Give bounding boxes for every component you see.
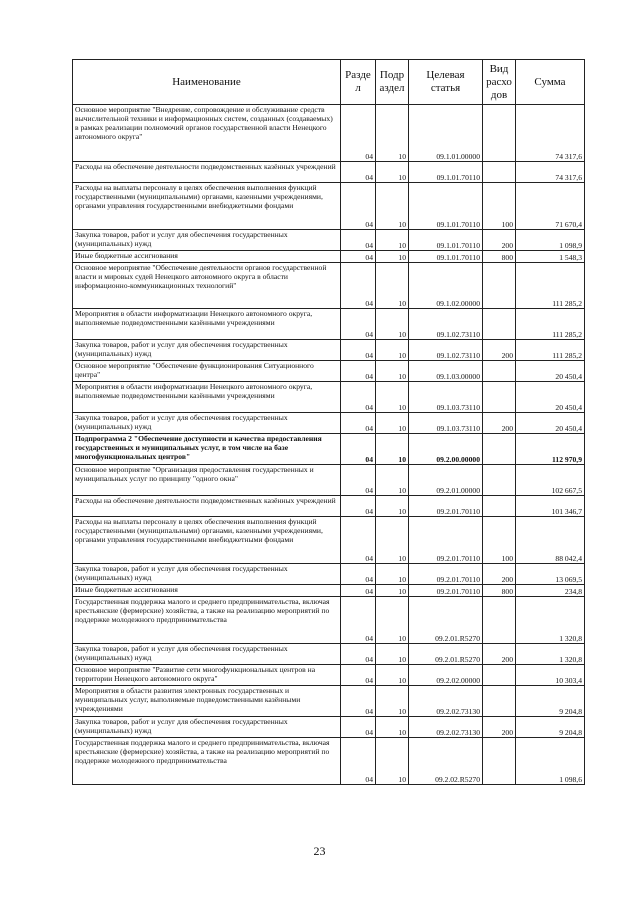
cell-vid: 200 (483, 230, 516, 251)
cell-razdel: 04 (341, 162, 376, 183)
cell-podrazdel: 10 (376, 263, 409, 309)
cell-sum: 9 204,8 (516, 686, 585, 717)
table-row (73, 717, 585, 738)
cell-podrazdel: 10 (376, 105, 409, 162)
table-body (73, 105, 585, 785)
cell-vid (483, 309, 516, 340)
table-row (73, 361, 585, 382)
header-podrazdel: Подр аздел (376, 60, 409, 105)
cell-sum: 1 548,3 (516, 251, 585, 263)
cell-target: 09.1.03.73110 (409, 413, 483, 434)
cell-razdel: 04 (341, 263, 376, 309)
table-row (73, 230, 585, 251)
cell-podrazdel: 10 (376, 382, 409, 413)
cell-podrazdel: 10 (376, 162, 409, 183)
budget-table (72, 59, 585, 785)
cell-target: 09.2.02.00000 (409, 665, 483, 686)
cell-podrazdel: 10 (376, 465, 409, 496)
cell-vid: 800 (483, 251, 516, 263)
cell-target: 09.1.03.00000 (409, 361, 483, 382)
cell-target: 09.1.02.73110 (409, 340, 483, 361)
cell-target: 09.2.01.70110 (409, 564, 483, 585)
cell-target: 09.2.02.73130 (409, 686, 483, 717)
cell-razdel: 04 (341, 686, 376, 717)
cell-podrazdel: 10 (376, 361, 409, 382)
cell-name: Основное мероприятие "Внедрение, сопровождение и обслуживание средств вычислительной техники и информационных систем, созданных (создаваемых) в рамках реализации полномочий органов государственной власти Ненецкого автономного округа" (73, 105, 341, 162)
cell-vid (483, 162, 516, 183)
cell-sum: 1 098,9 (516, 230, 585, 251)
cell-razdel: 04 (341, 564, 376, 585)
cell-vid (483, 361, 516, 382)
cell-target: 09.1.03.73110 (409, 382, 483, 413)
table-row (73, 686, 585, 717)
table-row (73, 465, 585, 496)
cell-podrazdel: 10 (376, 251, 409, 263)
cell-sum: 234,8 (516, 585, 585, 597)
cell-name: Закупка товаров, работ и услуг для обеспечения государственных (муниципальных) нужд (73, 413, 341, 434)
cell-podrazdel: 10 (376, 686, 409, 717)
cell-vid: 100 (483, 517, 516, 564)
cell-razdel: 04 (341, 585, 376, 597)
cell-vid (483, 382, 516, 413)
cell-razdel: 04 (341, 340, 376, 361)
cell-vid (483, 434, 516, 465)
cell-podrazdel: 10 (376, 564, 409, 585)
cell-razdel: 04 (341, 665, 376, 686)
table-row (73, 183, 585, 230)
cell-target: 09.2.01.70110 (409, 585, 483, 597)
cell-name: Расходы на обеспечение деятельности подведомственных казённых учреждений (73, 496, 341, 517)
cell-vid: 100 (483, 183, 516, 230)
header-sum: Сумма (516, 60, 585, 105)
cell-name: Закупка товаров, работ и услуг для обеспечения государственных (муниципальных) нужд (73, 340, 341, 361)
cell-target: 09.2.01.70110 (409, 517, 483, 564)
cell-target: 09.1.02.73110 (409, 309, 483, 340)
cell-target: 09.1.01.70110 (409, 230, 483, 251)
table-row (73, 496, 585, 517)
cell-target: 09.2.02.73130 (409, 717, 483, 738)
header-razdel: Разде л (341, 60, 376, 105)
cell-podrazdel: 10 (376, 496, 409, 517)
cell-name: Основное мероприятие "Обеспечение деятельности органов государственной власти и мировых судей Ненецкого автономного округа в области информационно-коммуникационных технологий" (73, 263, 341, 309)
cell-sum: 74 317,6 (516, 105, 585, 162)
cell-podrazdel: 10 (376, 738, 409, 785)
cell-target: 09.2.01.R5270 (409, 644, 483, 665)
cell-target: 09.2.00.00000 (409, 434, 483, 465)
cell-name: Основное мероприятие "Развитие сети многофункциональных центров на территории Ненецкого автономного округа" (73, 665, 341, 686)
cell-razdel: 04 (341, 251, 376, 263)
cell-podrazdel: 10 (376, 517, 409, 564)
cell-target: 09.1.01.70110 (409, 251, 483, 263)
cell-name: Иные бюджетные ассигнования (73, 251, 341, 263)
cell-podrazdel: 10 (376, 413, 409, 434)
cell-name: Основное мероприятие "Обеспечение функционирования Ситуационного центра" (73, 361, 341, 382)
cell-razdel: 04 (341, 517, 376, 564)
cell-name: Мероприятия в области развития электронных государственных и муниципальных услуг, выполняемые подведомственными казёнными учреждениями (73, 686, 341, 717)
cell-vid (483, 263, 516, 309)
cell-sum: 1 098,6 (516, 738, 585, 785)
cell-razdel: 04 (341, 382, 376, 413)
table-row (73, 434, 585, 465)
cell-vid (483, 686, 516, 717)
table-row (73, 665, 585, 686)
cell-razdel: 04 (341, 105, 376, 162)
cell-razdel: 04 (341, 496, 376, 517)
cell-podrazdel: 10 (376, 309, 409, 340)
cell-vid: 200 (483, 564, 516, 585)
cell-vid: 800 (483, 585, 516, 597)
cell-name: Мероприятия в области информатизации Ненецкого автономного округа, выполняемые подведомственными казёнными учреждениями (73, 382, 341, 413)
cell-target: 09.1.01.70110 (409, 183, 483, 230)
cell-podrazdel: 10 (376, 340, 409, 361)
cell-vid (483, 665, 516, 686)
cell-name: Иные бюджетные ассигнования (73, 585, 341, 597)
cell-sum: 10 303,4 (516, 665, 585, 686)
cell-name: Основное мероприятие "Организация предоставления государственных и муниципальных услуг по принципу "одного окна" (73, 465, 341, 496)
cell-sum: 71 670,4 (516, 183, 585, 230)
cell-target: 09.1.01.00000 (409, 105, 483, 162)
cell-name: Мероприятия в области информатизации Ненецкого автономного округа, выполняемые подведомственными казёнными учреждениями (73, 309, 341, 340)
cell-podrazdel: 10 (376, 644, 409, 665)
header-vid: Вид расхо дов (483, 60, 516, 105)
cell-sum: 20 450,4 (516, 382, 585, 413)
cell-sum: 102 667,5 (516, 465, 585, 496)
cell-vid (483, 738, 516, 785)
table-row (73, 597, 585, 644)
cell-razdel: 04 (341, 309, 376, 340)
cell-podrazdel: 10 (376, 585, 409, 597)
cell-vid (483, 597, 516, 644)
cell-name: Закупка товаров, работ и услуг для обеспечения государственных (муниципальных) нужд (73, 717, 341, 738)
cell-vid (483, 465, 516, 496)
cell-sum: 1 320,8 (516, 597, 585, 644)
table-row (73, 517, 585, 564)
cell-sum: 112 970,9 (516, 434, 585, 465)
table-row (73, 413, 585, 434)
cell-podrazdel: 10 (376, 665, 409, 686)
cell-sum: 111 285,2 (516, 309, 585, 340)
header-name: Наименование (73, 60, 341, 105)
cell-name: Подпрограмма 2 "Обеспечение доступности и качества предоставления государственных и муниципальных услуг, в том числе на базе многофункциональных центров" (73, 434, 341, 465)
cell-podrazdel: 10 (376, 597, 409, 644)
cell-name: Закупка товаров, работ и услуг для обеспечения государственных (муниципальных) нужд (73, 230, 341, 251)
cell-sum: 111 285,2 (516, 340, 585, 361)
cell-razdel: 04 (341, 597, 376, 644)
table-row (73, 644, 585, 665)
cell-name: Расходы на обеспечение деятельности подведомственных казённых учреждений (73, 162, 341, 183)
cell-razdel: 04 (341, 434, 376, 465)
cell-vid: 200 (483, 340, 516, 361)
cell-target: 09.2.02.R5270 (409, 738, 483, 785)
table-row (73, 340, 585, 361)
cell-name: Государственная поддержка малого и среднего предпринимательства, включая крестьянские (фермерские) хозяйства, а также на реализацию мероприятий по поддержке молодежного предпринимательства (73, 738, 341, 785)
cell-podrazdel: 10 (376, 717, 409, 738)
cell-sum: 1 320,8 (516, 644, 585, 665)
table-row (73, 564, 585, 585)
cell-target: 09.1.01.70110 (409, 162, 483, 183)
cell-sum: 20 450,4 (516, 361, 585, 382)
table-row (73, 105, 585, 162)
table-row (73, 585, 585, 597)
cell-vid (483, 496, 516, 517)
cell-vid: 200 (483, 413, 516, 434)
table-row (73, 251, 585, 263)
cell-sum: 111 285,2 (516, 263, 585, 309)
cell-target: 09.2.01.70110 (409, 496, 483, 517)
cell-name: Государственная поддержка малого и среднего предпринимательства, включая крестьянские (фермерские) хозяйства, а также на реализацию мероприятий по поддержке молодежного предпринимательства (73, 597, 341, 644)
cell-razdel: 04 (341, 230, 376, 251)
page-number: 23 (313, 844, 326, 858)
table-row (73, 162, 585, 183)
cell-podrazdel: 10 (376, 434, 409, 465)
cell-name: Закупка товаров, работ и услуг для обеспечения государственных (муниципальных) нужд (73, 564, 341, 585)
table-row (73, 738, 585, 785)
cell-razdel: 04 (341, 644, 376, 665)
cell-razdel: 04 (341, 717, 376, 738)
cell-target: 09.2.01.R5270 (409, 597, 483, 644)
cell-razdel: 04 (341, 361, 376, 382)
cell-razdel: 04 (341, 738, 376, 785)
cell-name: Расходы на выплаты персоналу в целях обеспечения выполнения функций государственными (муниципальными) органами, казенными учреждениями, органами управления государственными внебюджетными фондами (73, 517, 341, 564)
cell-target: 09.1.02.00000 (409, 263, 483, 309)
table-row (73, 382, 585, 413)
cell-sum: 13 069,5 (516, 564, 585, 585)
cell-sum: 101 346,7 (516, 496, 585, 517)
cell-podrazdel: 10 (376, 183, 409, 230)
table-header-row (73, 60, 585, 105)
table-row (73, 309, 585, 340)
cell-sum: 74 317,6 (516, 162, 585, 183)
cell-vid: 200 (483, 717, 516, 738)
cell-sum: 9 204,8 (516, 717, 585, 738)
table-row (73, 263, 585, 309)
cell-vid: 200 (483, 644, 516, 665)
cell-vid (483, 105, 516, 162)
cell-name: Закупка товаров, работ и услуг для обеспечения государственных (муниципальных) нужд (73, 644, 341, 665)
cell-target: 09.2.01.00000 (409, 465, 483, 496)
cell-sum: 20 450,4 (516, 413, 585, 434)
cell-razdel: 04 (341, 413, 376, 434)
cell-name: Расходы на выплаты персоналу в целях обеспечения выполнения функций государственными (муниципальными) органами, казенными учреждениями, органами управления государственными внебюджетными фондами (73, 183, 341, 230)
cell-podrazdel: 10 (376, 230, 409, 251)
cell-sum: 88 042,4 (516, 517, 585, 564)
header-target: Целевая статья (409, 60, 483, 105)
cell-razdel: 04 (341, 465, 376, 496)
cell-razdel: 04 (341, 183, 376, 230)
